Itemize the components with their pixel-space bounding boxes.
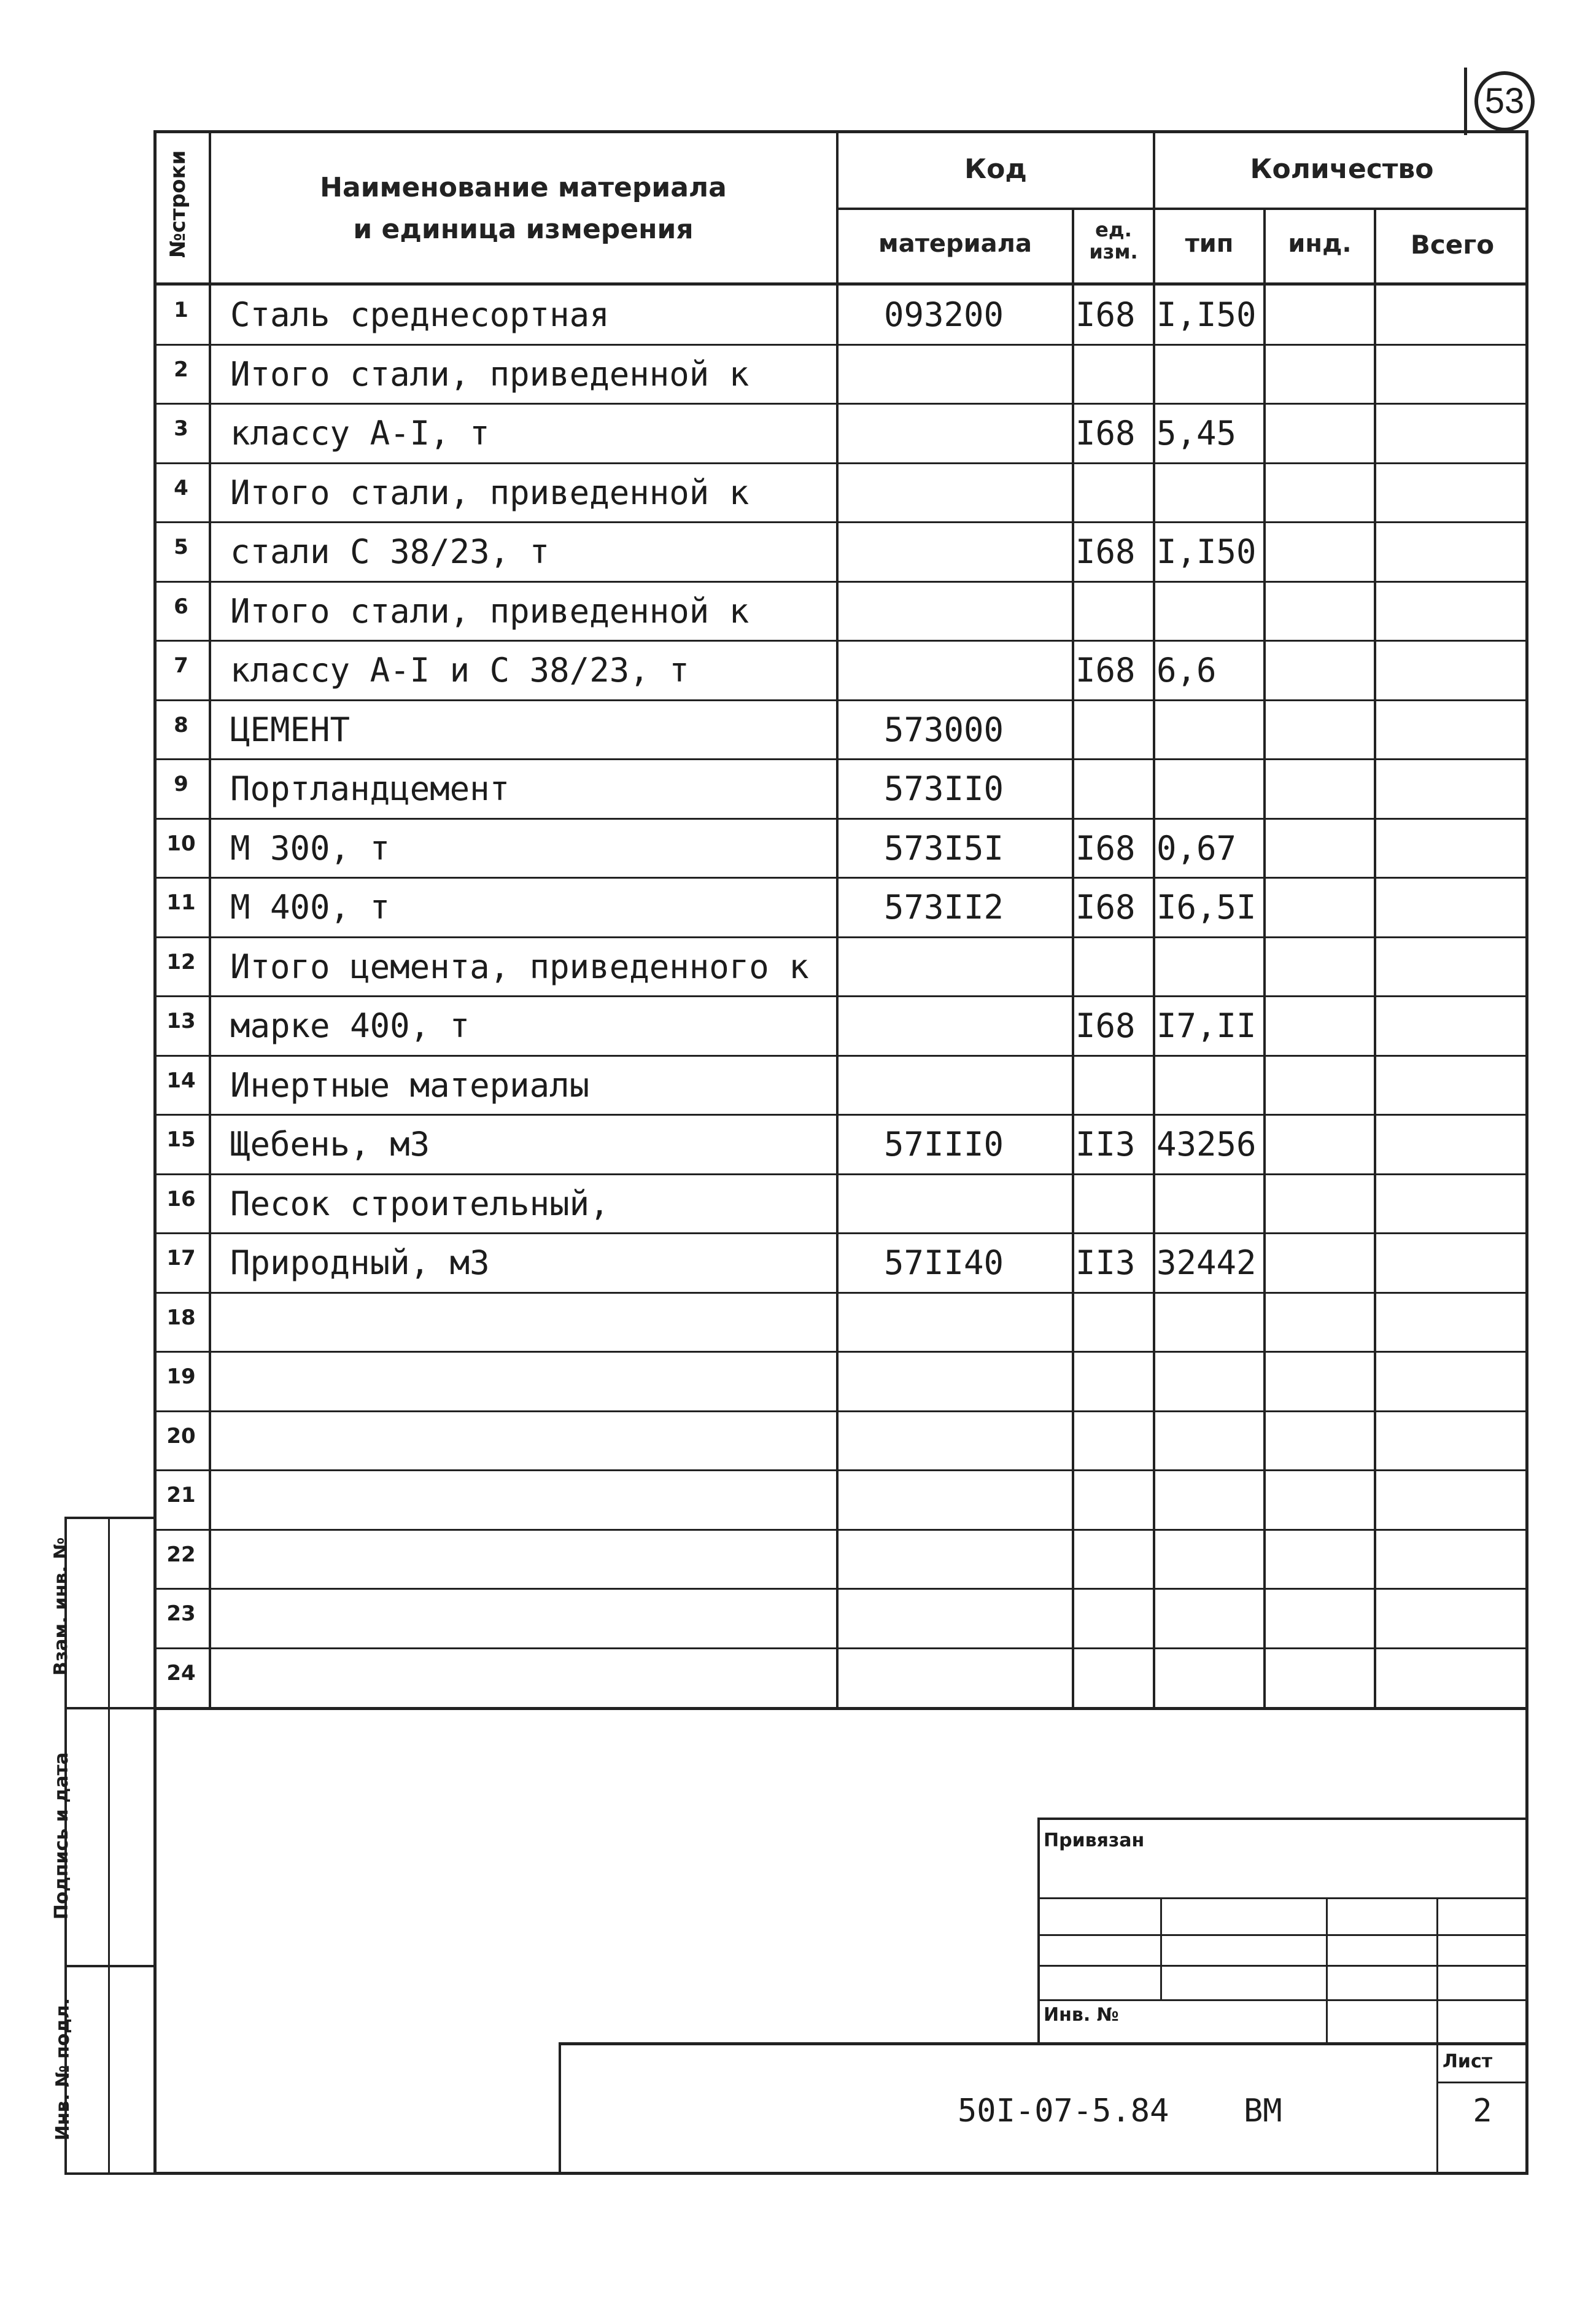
- header-material-name-line2: и единица измерения: [353, 214, 694, 245]
- row-number: 9: [174, 772, 188, 796]
- header-qty-ind: инд.: [1288, 230, 1352, 258]
- row-divider: [153, 1055, 1528, 1057]
- row-material-code: 57III0: [884, 1125, 1004, 1164]
- row-material-code: 57II40: [884, 1243, 1004, 1282]
- row-divider: [153, 699, 1528, 701]
- header-qty-total: Всего: [1410, 230, 1495, 260]
- row-qty-type: I6,5I: [1156, 888, 1257, 927]
- row-number: 17: [166, 1246, 196, 1270]
- row-number: 15: [166, 1127, 196, 1152]
- row-divider: [153, 581, 1528, 583]
- row-qty-type: 5,45: [1156, 414, 1237, 453]
- header-material-name-line1: Наименование материала: [320, 172, 727, 203]
- row-number: 19: [166, 1364, 196, 1389]
- row-material-name: М 400, т: [230, 888, 390, 927]
- row-qty-type: I7,II: [1156, 1006, 1257, 1045]
- row-number: 16: [166, 1186, 196, 1211]
- row-divider: [153, 1232, 1528, 1234]
- row-number: 21: [166, 1483, 196, 1507]
- row-number: 2: [174, 357, 188, 382]
- row-material-name: Сталь среднесортная: [230, 295, 610, 334]
- side-label-inv-podl: Инв. № подл.: [52, 1997, 74, 2141]
- row-divider: [153, 877, 1528, 879]
- row-divider: [153, 403, 1528, 405]
- row-material-name: Песок строительный,: [230, 1184, 610, 1223]
- row-number: 13: [166, 1009, 196, 1033]
- row-divider: [153, 462, 1528, 464]
- title-block-privyazan: Привязан: [1044, 1830, 1145, 1851]
- row-number: 22: [166, 1542, 196, 1567]
- row-number: 3: [174, 416, 188, 441]
- row-number: 14: [166, 1068, 196, 1093]
- row-unit-code: II3: [1075, 1125, 1136, 1164]
- row-number: 1: [174, 298, 188, 322]
- row-material-code: 573I5I: [884, 828, 1004, 868]
- row-divider: [153, 1529, 1528, 1531]
- row-number: 10: [166, 831, 196, 856]
- row-number: 7: [174, 653, 188, 678]
- row-qty-type: I,I50: [1156, 532, 1257, 571]
- row-qty-type: 32442: [1156, 1243, 1257, 1282]
- header-code-unit: ед. изм.: [1089, 218, 1138, 263]
- row-material-name: марке 400, т: [230, 1006, 470, 1045]
- row-number: 6: [174, 594, 188, 619]
- header-qty-type: тип: [1185, 230, 1234, 258]
- row-unit-code: I68: [1075, 295, 1136, 334]
- row-material-name: классу А-I, т: [230, 414, 490, 453]
- row-qty-type: 43256: [1156, 1125, 1257, 1164]
- row-divider: [153, 1114, 1528, 1116]
- row-unit-code: I68: [1075, 888, 1136, 927]
- row-qty-type: 0,67: [1156, 828, 1237, 868]
- row-material-name: Итого стали, приведенной к: [230, 473, 750, 512]
- row-number: 12: [166, 949, 196, 974]
- row-unit-code: I68: [1075, 1006, 1136, 1045]
- row-material-code: 573II0: [884, 769, 1004, 808]
- row-material-name: ЦЕМЕНТ: [230, 710, 351, 749]
- title-block-doc-mark: ВМ: [1244, 2093, 1282, 2129]
- row-material-name: Инертные материалы: [230, 1065, 590, 1105]
- row-divider: [153, 344, 1528, 346]
- row-material-name: Портландцемент: [230, 769, 510, 808]
- row-material-code: 093200: [884, 295, 1004, 334]
- row-divider: [153, 521, 1528, 523]
- row-divider: [153, 640, 1528, 642]
- row-unit-code: II3: [1075, 1243, 1136, 1282]
- header-code: Код: [964, 154, 1027, 185]
- row-number: 4: [174, 475, 188, 500]
- row-number: 11: [166, 890, 196, 915]
- row-number: 18: [166, 1305, 196, 1330]
- row-divider: [153, 1173, 1528, 1175]
- row-material-code: 573II2: [884, 888, 1004, 927]
- row-divider: [153, 818, 1528, 820]
- header-quantity: Количество: [1250, 154, 1434, 185]
- header-code-material: материала: [878, 230, 1032, 258]
- row-divider: [153, 1351, 1528, 1353]
- row-unit-code: I68: [1075, 828, 1136, 868]
- side-label-podpis-data: Подпись и дата: [51, 1752, 72, 1920]
- row-number: 20: [166, 1423, 196, 1448]
- row-unit-code: I68: [1075, 414, 1136, 453]
- row-material-name: Итого стали, приведенной к: [230, 591, 750, 631]
- row-divider: [153, 936, 1528, 938]
- row-divider: [153, 1292, 1528, 1294]
- row-qty-type: I,I50: [1156, 295, 1257, 334]
- row-divider: [153, 995, 1528, 997]
- row-material-name: Итого цемента, приведенного к: [230, 947, 809, 986]
- row-material-name: классу А-I и С 38/23, т: [230, 651, 689, 690]
- side-label-vzam-inv: Взам. инв. №: [50, 1537, 72, 1676]
- row-divider: [153, 1588, 1528, 1590]
- title-block-sheet-no: 2: [1473, 2093, 1492, 2129]
- title-block-list-label: Лист: [1443, 2051, 1493, 2072]
- row-material-code: 573000: [884, 710, 1004, 749]
- row-number: 23: [166, 1601, 196, 1626]
- title-block-doc-code: 50I-07-5.84: [958, 2093, 1169, 2129]
- row-material-name: Природный, м3: [230, 1243, 490, 1282]
- row-material-name: Итого стали, приведенной к: [230, 354, 750, 394]
- row-divider: [153, 1410, 1528, 1412]
- row-material-name: Щебень, м3: [230, 1125, 430, 1164]
- row-divider: [153, 1647, 1528, 1649]
- row-material-name: М 300, т: [230, 828, 390, 868]
- row-number: 8: [174, 712, 188, 737]
- row-number: 5: [174, 535, 188, 559]
- row-unit-code: I68: [1075, 651, 1136, 690]
- title-block-inv-no: Инв. №: [1044, 2004, 1119, 2026]
- header-row-number: №строки: [166, 150, 190, 258]
- row-qty-type: 6,6: [1156, 651, 1217, 690]
- row-material-name: стали С 38/23, т: [230, 532, 550, 571]
- row-divider: [153, 758, 1528, 760]
- row-divider: [153, 1469, 1528, 1471]
- page-number-bar: [1464, 68, 1467, 135]
- row-number: 24: [166, 1660, 196, 1685]
- row-unit-code: I68: [1075, 532, 1136, 571]
- page-number: 53: [1474, 71, 1535, 131]
